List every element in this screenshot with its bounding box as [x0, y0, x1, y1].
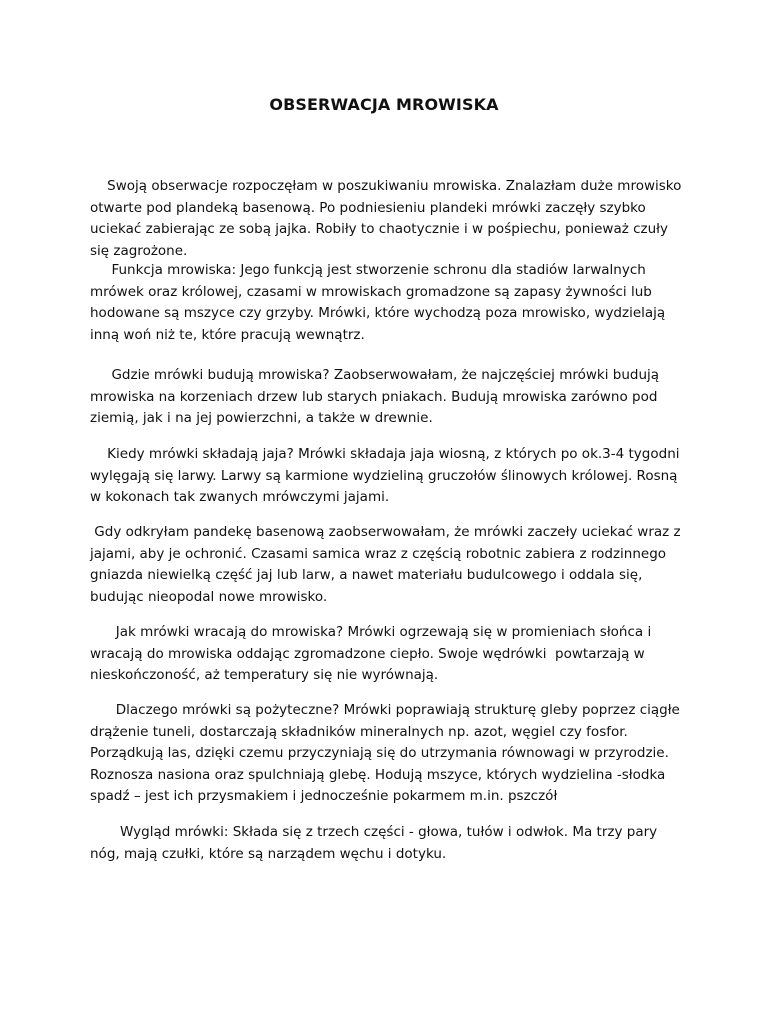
document-title: OBSERWACJA MROWISKA — [269, 95, 499, 114]
paragraph-usefulness: Dlaczego mrówki są pożyteczne? Mrówki poprawiają strukturę gleby poprzez ciągłe drążenie tuneli, dostarczają składników mineralnych np. azot, węgiel czy fosfor. Porządkują las, dzięki czemu przyczyniają się do utrzymania równowagi w przyrodzie. Roznosza nasiona oraz spulchniają glebę. Hodują mszyce, których wydzielina -słodka spadź – jest ich przysmakiem i jednocześnie pokarmem m.in. pszczół — [90, 702, 685, 804]
paragraph-where-build: Gdzie mrówki budują mrowiska? Zaobserwowałam, że najczęściej mrówki budują mrowiska na korzeniach drzew lub starych pniakach. Budują mrowiska zarówno pod ziemią, jak i na jej powierzchni, a także w drewnie. — [90, 367, 664, 426]
paragraph-anthill-function: Funkcja mrowiska: Jego funkcją jest stworzenie schronu dla stadiów larwalnych mrówek oraz królowej, czasami w mrowiskach gromadzone są zapasy żywności lub hodowane są mszyce czy grzyby. Mrówki, które wychodzą poza mrowisko, wydzielają inną woń niż te, które pracują wewnątrz. — [90, 262, 670, 343]
paragraph-appearance: Wygląd mrówki: Składa się z trzech części - głowa, tułów i odwłok. Ma trzy pary nóg, mają czułki, które są narządem węchu i dotyku. — [90, 824, 662, 862]
paragraph-discovery: Gdy odkryłam pandekę basenową zaobserwowałam, że mrówki zaczeły uciekać wraz z jajami, aby je ochronić. Czasami samica wraz z częścią robotnic zabiera z rodzinnego gniazda niewielką część jaj lub larw, a nawet materiału budulcowego i oddala się, budując nieopodal nowe mrowisko. — [90, 524, 685, 605]
paragraph-when-lay-eggs: Kiedy mrówki składają jaja? Mrówki składaja jaja wiosną, z których po ok.3-4 tygodni wylęgają się larwy. Larwy są karmione wydzieliną gruczołów ślinowych królowej. Rosną w kokonach tak zwanych mrówczymi jajami. — [90, 446, 684, 505]
paragraph-observation-start: Swoją obserwacje rozpoczęłam w poszukiwaniu mrowiska. Znalazłam duże mrowisko otwarte pod plandeką basenową. Po podniesieniu plandeki mrówki zaczęły szybko uciekać zabierając ze sobą jajka. Robiły to chaotycznie i w pośpiechu, ponieważ czuły się zagrożone. — [90, 178, 686, 259]
paragraph-return-to-anthill: Jak mrówki wracają do mrowiska? Mrówki ogrzewają się w promieniach słońca i wracają do mrowiska oddając zgromadzone ciepło. Swoje wędrówki powtarzają w nieskończoność, aż temperatury się nie wyrównają. — [90, 624, 656, 683]
